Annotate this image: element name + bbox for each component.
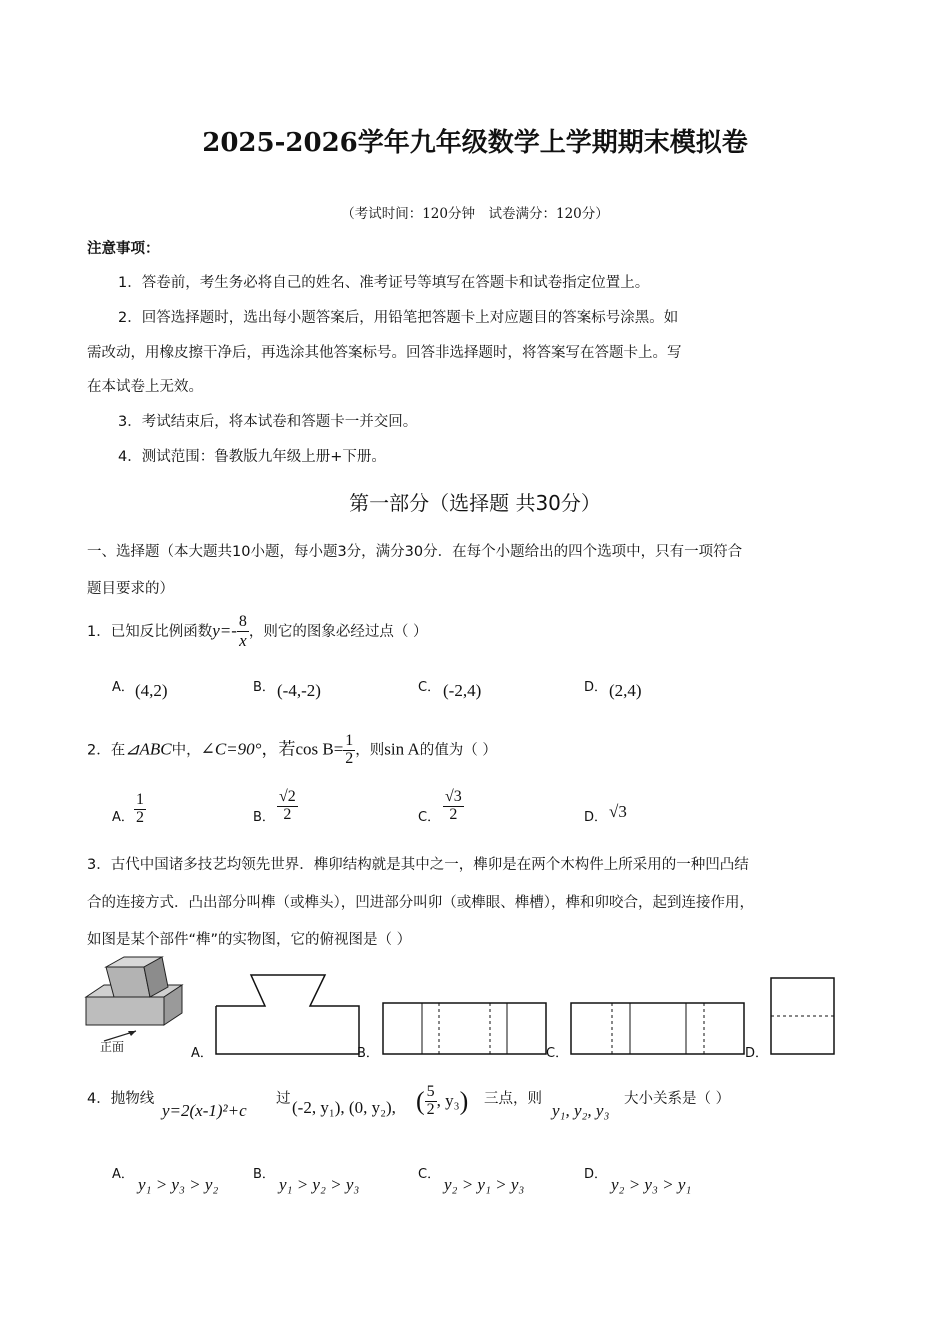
q4-variables: y₁, y₂, y₃ <box>552 1101 610 1120</box>
q4-tail: 大小关系是（ ） <box>624 1091 731 1107</box>
q4-p1: (-2, y₁) <box>292 1098 341 1117</box>
q2-angle: ∠C=90° <box>200 739 262 759</box>
question-3-line: 3．古代中国诸多技艺均领先世界．榫卯结构就是其中之一，榫卯是在两个木构件上所采用的一种凹凸结 <box>87 857 749 873</box>
q2-c-denominator: 2 <box>449 805 458 823</box>
q1-option-c: (-2,4) <box>443 681 482 700</box>
notice-heading: 注意事项： <box>87 241 160 257</box>
q2-text: 中， <box>171 742 201 759</box>
question-3-line: 如图是某个部件“榫”的实物图，它的俯视图是（ ） <box>87 932 412 948</box>
q1-tail: ，则它的图象必经过点（ ） <box>248 623 428 640</box>
q1-option-d: (2,4) <box>609 681 642 700</box>
q2-fraction <box>343 733 355 768</box>
q3-option-a-label: A． <box>191 1046 213 1061</box>
q4-option-a-label: A． <box>112 1167 134 1182</box>
q1-option-b: (-4,-2) <box>277 681 321 700</box>
q1-function: y=- <box>212 620 237 640</box>
q2-option-b <box>277 789 298 824</box>
q3-option-c-figure[interactable] <box>570 1002 746 1056</box>
q4-equation: y=2(x-1)²+c <box>162 1101 247 1120</box>
q4-option-d-label: D． <box>584 1167 608 1182</box>
q4-p3-denominator: 2 <box>426 1100 435 1118</box>
q1-fraction <box>237 614 249 650</box>
q3-option-d-figure[interactable] <box>770 977 836 1056</box>
q2-text: ，则 <box>355 742 385 759</box>
q2-option-c <box>443 789 464 824</box>
q1-numerator: 8 <box>238 613 247 630</box>
front-label: 正面 <box>100 1040 125 1054</box>
q4-p3-y: , y₃ <box>436 1090 460 1110</box>
q1-option-b-label: B． <box>253 680 275 695</box>
q2-stem: 2．在 <box>87 742 126 759</box>
q4-point-1: (-2, y₁), (0, y₂), <box>292 1098 396 1117</box>
q4-text: 过 <box>276 1091 291 1107</box>
question-1 <box>87 614 428 650</box>
q2-tail: 的值为（ ） <box>419 742 497 759</box>
q2-numerator: 1 <box>345 732 354 749</box>
q2-b-numerator: √2 <box>279 788 296 805</box>
q4-point-3: ( $\frac{5}{2}$ , y₃) <box>416 1083 469 1118</box>
q4-option-a: y₁ > y₃ > y₂ <box>138 1175 219 1194</box>
q2-sin: sin A <box>384 739 420 759</box>
q4-option-b: y₁ > y₂ > y₃ <box>279 1175 360 1194</box>
q2-a-numerator: 1 <box>136 791 144 808</box>
part-intro: 题目要求的） <box>87 581 174 597</box>
notice-line: 2．回答选择题时，选出每小题答案后，用铅笔把答题卡上对应题目的答案标号涂黑。如 <box>118 310 679 326</box>
q2-denominator: 2 <box>345 749 354 767</box>
exam-info: （考试时间：120分钟 试卷满分：120分） <box>341 206 609 222</box>
q4-p3-numerator: 5 <box>426 1083 435 1100</box>
q4-text: 三点，则 <box>484 1091 542 1107</box>
q4-option-d: y₂ > y₃ > y₁ <box>611 1175 692 1194</box>
q2-option-b-label: B． <box>253 810 275 825</box>
notice-line: 1．答卷前，考生务必将自己的姓名、准考证号等填写在答题卡和试卷指定位置上。 <box>118 275 650 291</box>
q4-option-c: y₂ > y₁ > y₃ <box>444 1175 525 1194</box>
q3-option-b-figure[interactable] <box>382 1002 548 1056</box>
q2-a-denominator: 2 <box>136 808 144 826</box>
q2-cos: ，若cos B= <box>261 739 344 759</box>
page-title: 2025-2026学年九年级数学上学期期末模拟卷 <box>202 128 748 158</box>
q1-option-a-label: A． <box>112 680 134 695</box>
notice-line: 3．考试结束后，将本试卷和答题卡一并交回。 <box>118 414 418 430</box>
q4-stem: 4．抛物线 <box>87 1091 155 1107</box>
question-3-line: 合的连接方式．凸出部分叫榫（或榫头），凹进部分叫卯（或榫眼、榫槽），榫和卯咬合，起到连接作用， <box>87 895 754 911</box>
question-2 <box>87 733 497 768</box>
section-title: 第一部分（选择题 共30分） <box>349 491 601 515</box>
q3-option-a-figure[interactable] <box>215 974 361 1056</box>
q2-triangle: ⊿ABC <box>125 739 172 759</box>
q1-stem: 1．已知反比例函数 <box>87 623 213 640</box>
q4-p2: (0, y₂) <box>348 1098 392 1117</box>
q3-option-c-label: C． <box>546 1046 569 1061</box>
q2-option-a <box>134 792 146 827</box>
q1-option-c-label: C． <box>418 680 441 695</box>
q2-b-denominator: 2 <box>283 805 292 823</box>
part-intro: 一、选择题（本大题共10小题，每小题3分，满分30分．在每个小题给出的四个选项中，只有一项符合 <box>87 544 743 560</box>
q3-option-d-label: D． <box>745 1046 769 1061</box>
q1-option-d-label: D． <box>584 680 608 695</box>
notice-line: 4．测试范围：鲁教版九年级上册+下册。 <box>118 449 386 465</box>
q1-option-a: (4,2) <box>135 681 168 700</box>
q4-option-b-label: B． <box>253 1167 275 1182</box>
q3-option-b-label: B． <box>357 1046 379 1061</box>
q4-option-c-label: C． <box>418 1167 441 1182</box>
notice-line: 需改动，用橡皮擦干净后，再选涂其他答案标号。回答非选择题时，将答案写在答题卡上。写 <box>87 345 682 361</box>
q2-option-d-label: D． <box>584 810 608 825</box>
q2-c-numerator: √3 <box>445 788 462 805</box>
q2-option-c-label: C． <box>418 810 441 825</box>
q2-option-d: √3 <box>609 802 627 821</box>
notice-line: 在本试卷上无效。 <box>87 379 203 395</box>
q1-denominator: x <box>239 630 247 650</box>
q2-option-a-label: A． <box>112 810 134 825</box>
